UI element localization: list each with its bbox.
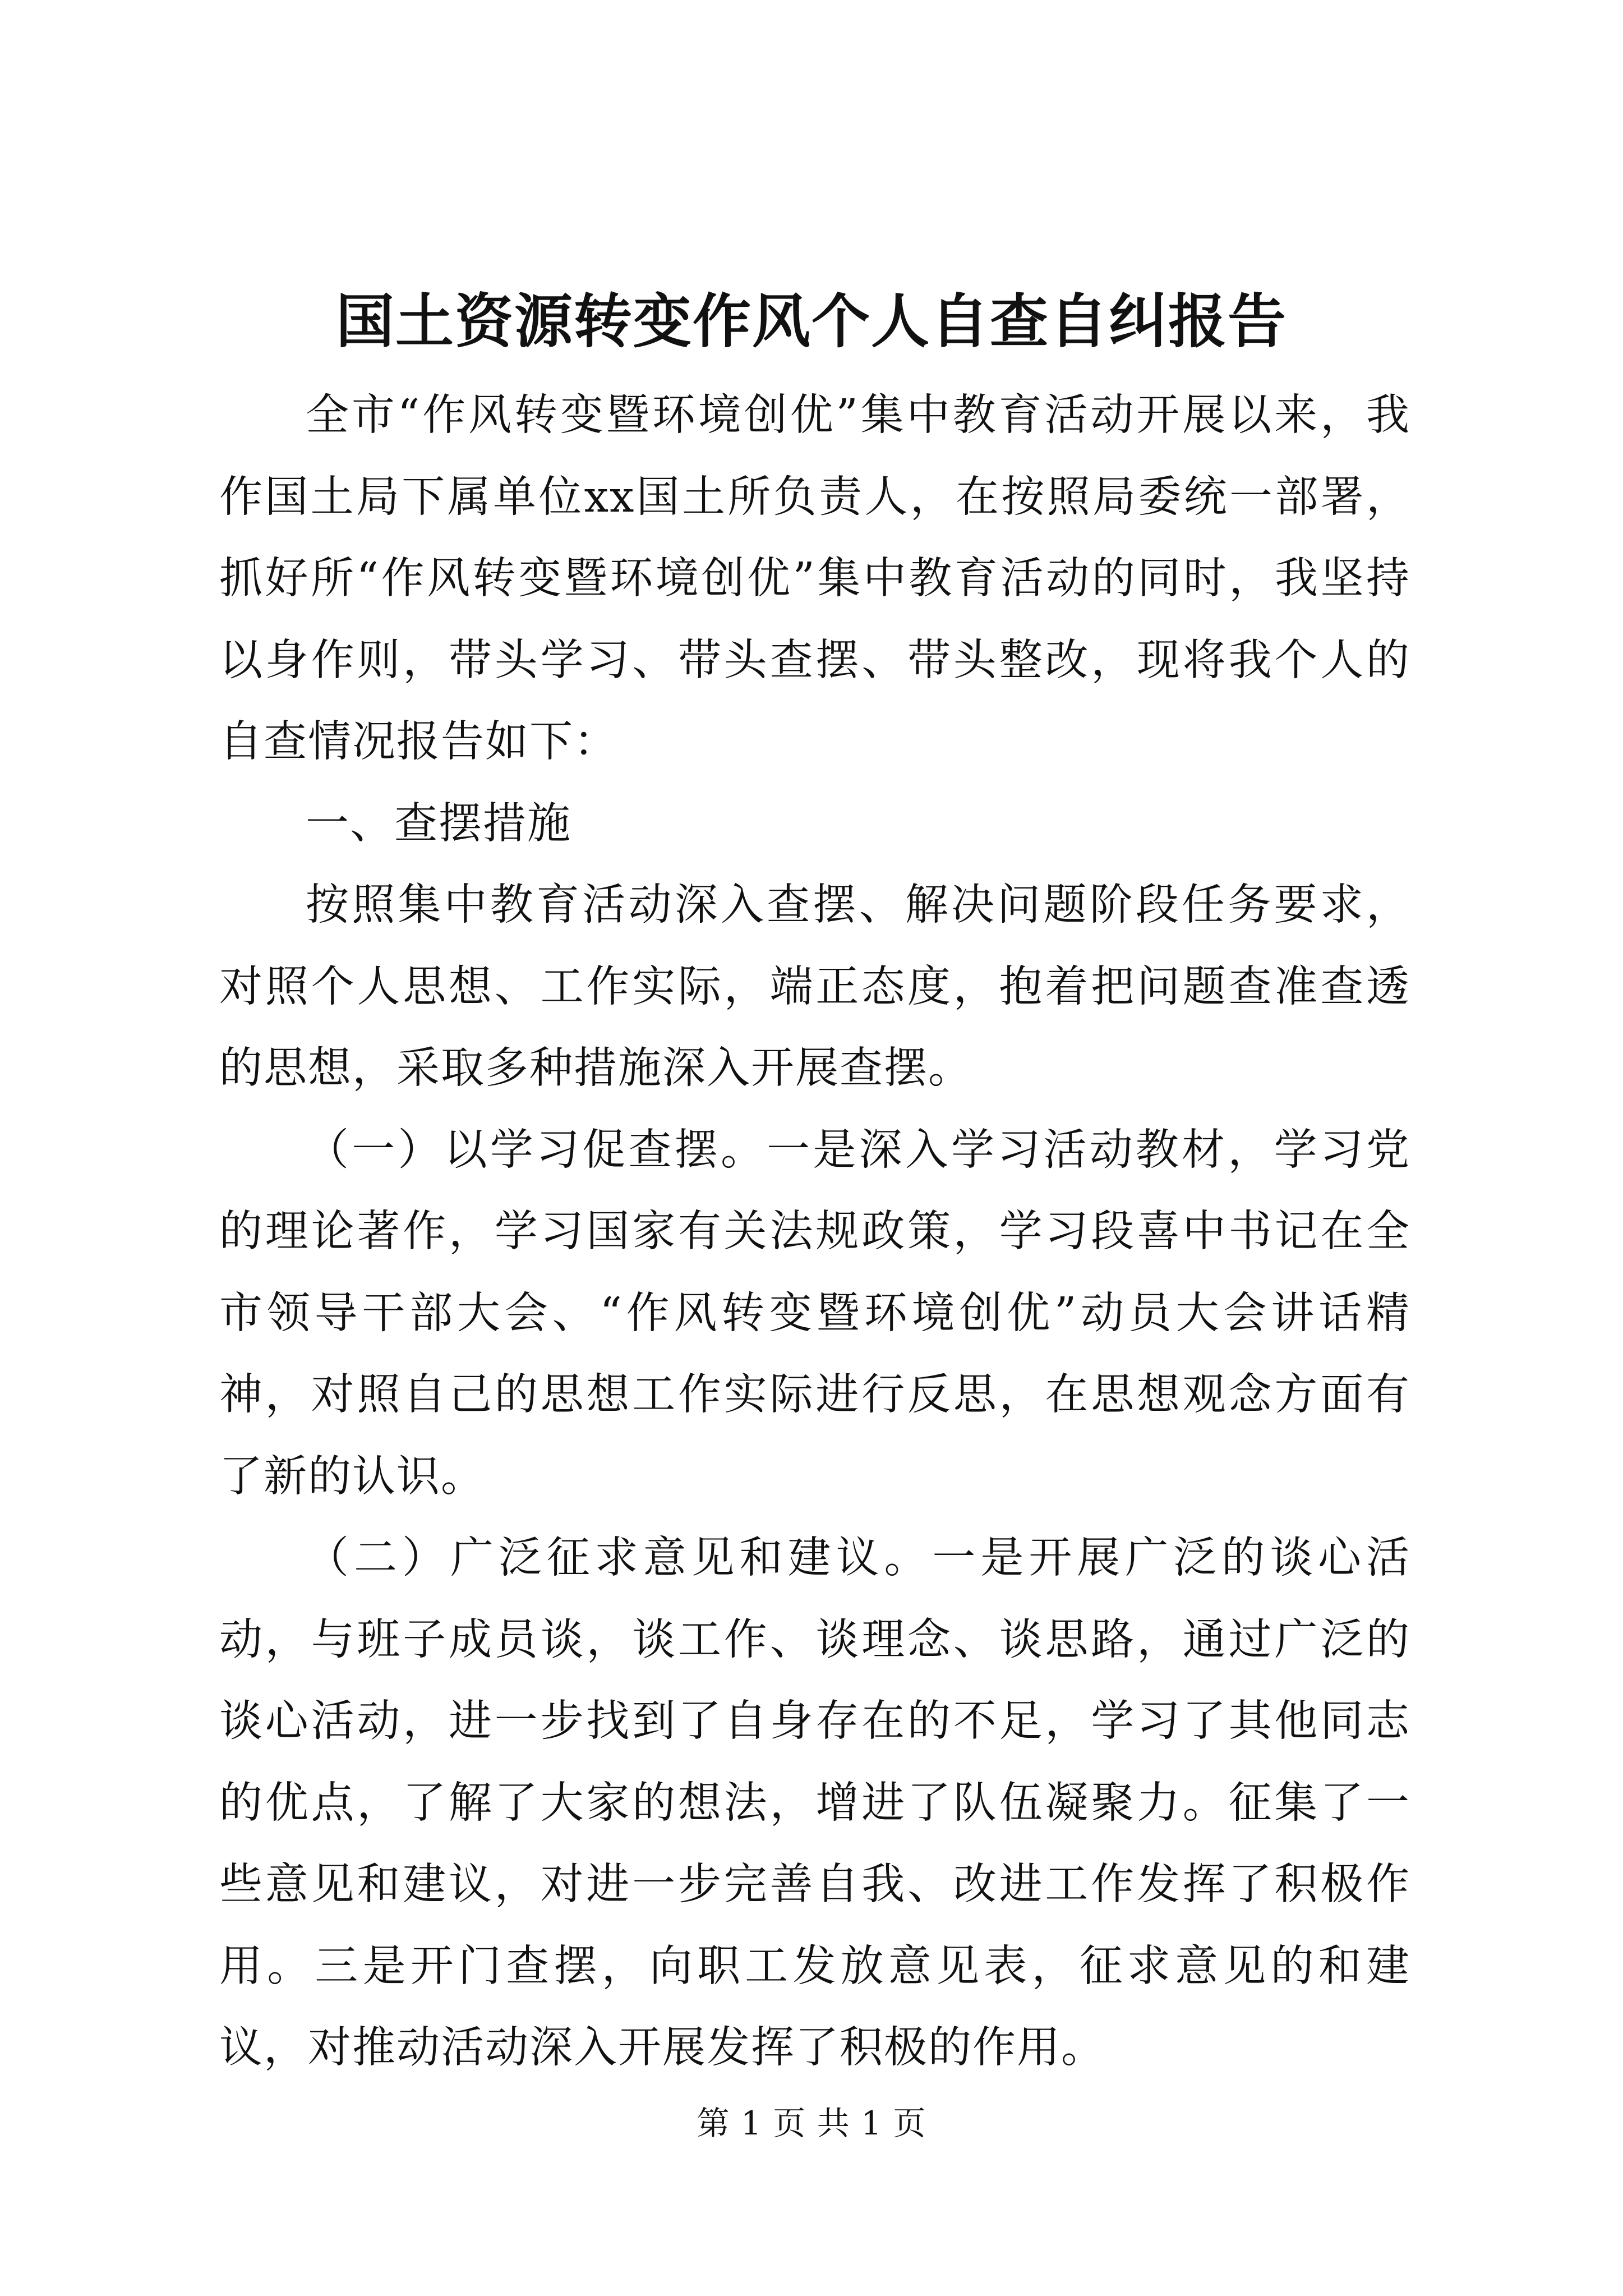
intro-paragraph: 全市“作风转变暨环境创优”集中教育活动开展以来，我作国土局下属单位xx国土所负责人，在按照局委统一部署，抓好所“作风转变暨环境创优”集中教育活动的同时，我坚持以身作则，带头学习、带头查摆、带头整改，现将我个人的自查情况报告如下： [219, 390, 1410, 767]
section-heading: 一、查摆措施 [306, 798, 571, 849]
document-title: 国土资源转变作风个人自查自纠报告 [335, 287, 1287, 356]
document-body [219, 375, 1410, 2089]
study-paragraph: （一）以学习促查摆。一是深入学习活动教材，学习党的理论著作，学习国家有关法规政策，学习段喜中书记在全市领导干部大会、“作风转变暨环境创优”动员大会讲话精神，对照自己的思想工作实际进行反思，在思想观念方面有了新的认识。 [219, 1125, 1410, 1502]
measures-paragraph: 按照集中教育活动深入查摆、解决问题阶段任务要求，对照个人思想、工作实际，端正态度，抱着把问题查准查透的思想，采取多种措施深入开展查摆。 [219, 880, 1410, 1093]
opinions-paragraph: （二）广泛征求意见和建议。一是开展广泛的谈心活动，与班子成员谈，谈工作、谈理念、谈思路，通过广泛的谈心活动，进一步找到了自身存在的不足，学习了其他同志的优点，了解了大家的想法，增进了队伍凝聚力。征集了一些意见和建议，对进一步完善自我、改进工作发挥了积极作用。三是开门查摆，向职工发放意见表，征求意见的和建议，对推动活动深入开展发挥了积极的作用。 [219, 1533, 1410, 2073]
page-number-footer: 第 1 页 共 1 页 [697, 2104, 926, 2142]
